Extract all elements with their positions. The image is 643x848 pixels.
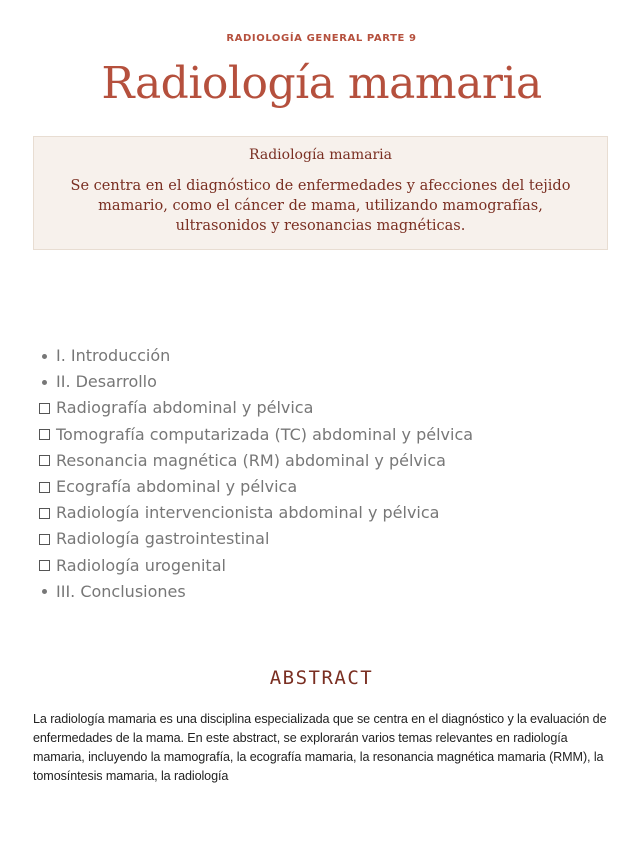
- toc-item-label: III. Conclusiones: [56, 581, 186, 601]
- toc-item-label: Radiología gastrointestinal: [56, 529, 270, 549]
- toc-item[interactable]: [38, 422, 473, 448]
- summary-box-text: Se centra en el diagnóstico de enfermedades y afecciones del tejido mamario, como el cáncer de mama, utilizando mamografías, ultrasonidos y resonancias magnéticas.: [70, 178, 571, 234]
- toc-item-label: Ecografía abdominal y pélvica: [56, 477, 298, 497]
- bullet-icon: [42, 380, 47, 385]
- bullet-icon: [42, 589, 47, 594]
- abstract-text: La radiología mamaria es una disciplina especializada que se centra en el diagnóstico y la evaluación de enfermedades de la mama. En este abstract, se explorarán varios temas relevantes en radiología mamaria, incluyendo la mamografía, la ecografía mamaria, la resonancia magnética mamaria (RMM), la tomosíntesis mamaria, la radiología: [33, 712, 607, 783]
- checkbox-icon[interactable]: [39, 508, 50, 519]
- summary-box: [33, 136, 608, 250]
- series-kicker: RADIOLOGÍA GENERAL PARTE 9: [226, 33, 417, 44]
- abstract-heading: ABSTRACT: [269, 667, 374, 689]
- toc-item[interactable]: [38, 395, 473, 421]
- checkbox-icon[interactable]: [39, 482, 50, 493]
- toc-item-label: Radiología intervencionista abdominal y pélvica: [56, 503, 440, 523]
- toc-item-label: Radiología urogenital: [56, 555, 226, 575]
- toc-item[interactable]: [38, 474, 473, 500]
- bullet-icon: [42, 354, 47, 359]
- toc-item: [38, 343, 473, 369]
- checkbox-icon[interactable]: [39, 560, 50, 571]
- checkbox-icon[interactable]: [39, 403, 50, 414]
- summary-box-title: Radiología mamaria: [249, 147, 392, 163]
- checkbox-icon[interactable]: [39, 429, 50, 440]
- table-of-contents: [38, 343, 473, 605]
- toc-item-label: Radiografía abdominal y pélvica: [56, 398, 314, 418]
- toc-item[interactable]: [38, 448, 473, 474]
- checkbox-icon[interactable]: [39, 455, 50, 466]
- toc-item-label: I. Introducción: [56, 346, 171, 366]
- toc-item: [38, 579, 473, 605]
- toc-item: [38, 369, 473, 395]
- toc-item[interactable]: [38, 526, 473, 552]
- toc-item[interactable]: [38, 553, 473, 579]
- checkbox-icon[interactable]: [39, 534, 50, 545]
- page-title: Radiología mamaria: [101, 58, 542, 109]
- toc-item-label: Resonancia magnética (RM) abdominal y pélvica: [56, 450, 446, 470]
- toc-item-label: II. Desarrollo: [56, 372, 157, 392]
- toc-item[interactable]: [38, 500, 473, 526]
- toc-item-label: Tomografía computarizada (TC) abdominal y pélvica: [56, 424, 474, 444]
